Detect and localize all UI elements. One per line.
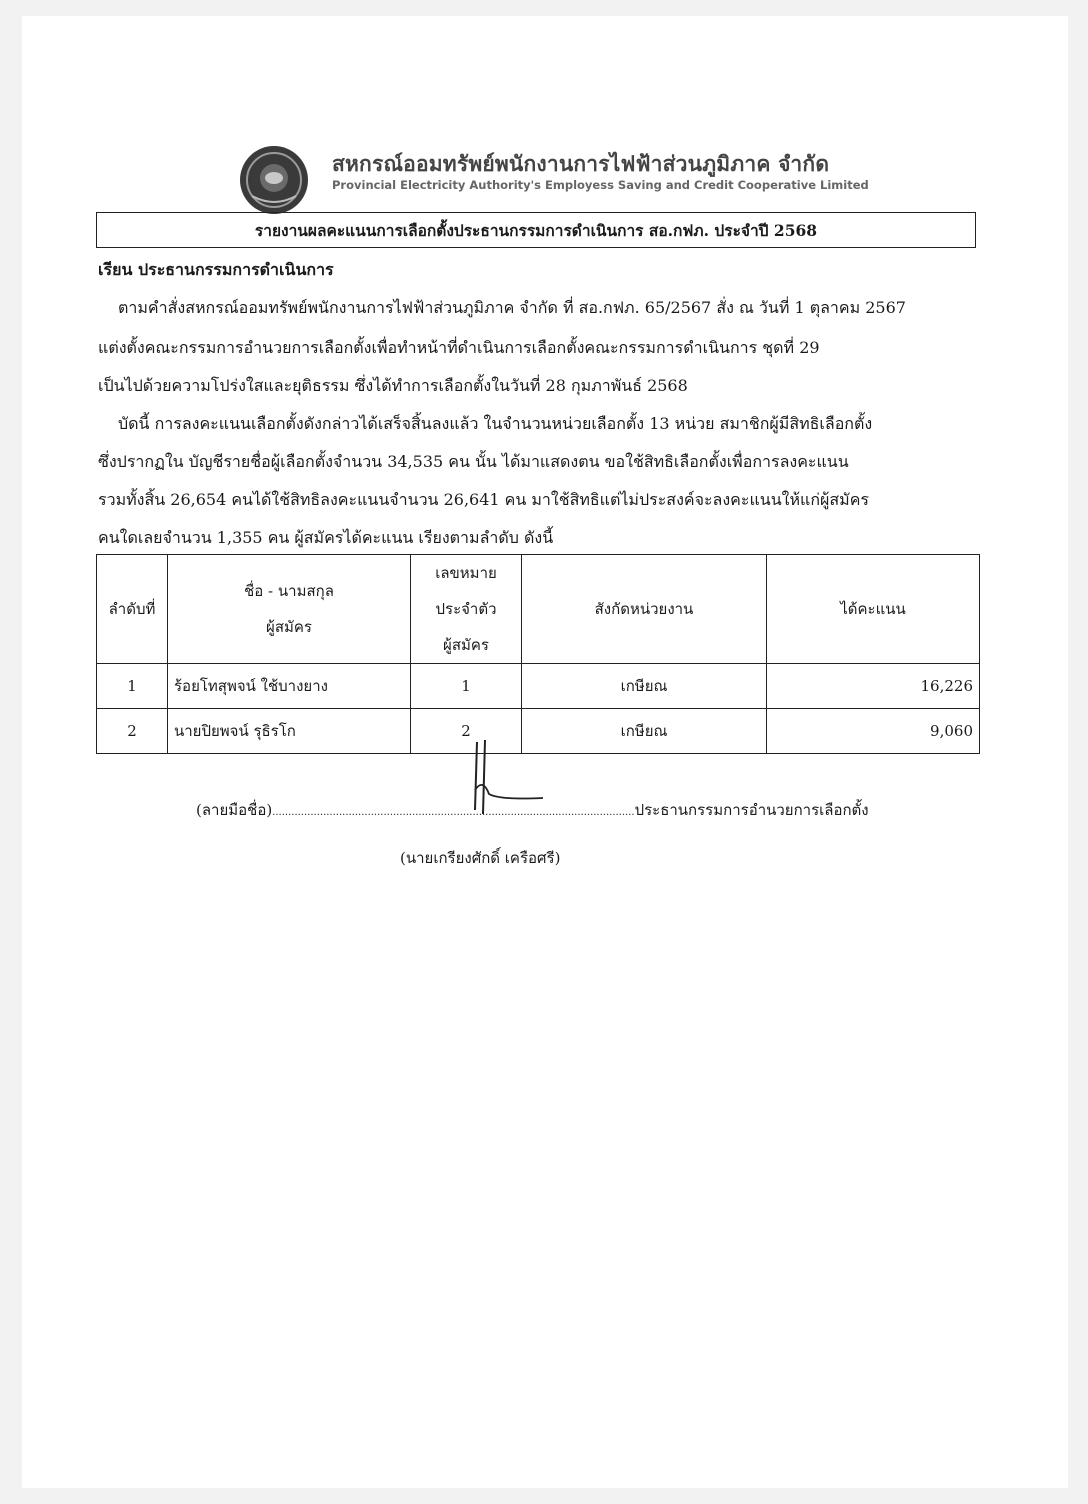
report-title: รายงานผลคะแนนการเลือกตั้งประธานกรรมการดำเนินการ สอ.กฟภ. ประจำปี 2568 (96, 212, 976, 248)
cell-name: ร้อยโทสุพจน์ ใช้บางยาง (168, 664, 411, 709)
table-header-row (97, 555, 980, 664)
header-name: ชื่อ - นามสกุล ผู้สมัคร (168, 555, 411, 664)
paragraph-line: บัดนี้ การลงคะแนนเลือกตั้งดังกล่าวได้เสร็จสิ้นลงแล้ว ในจำนวนหน่วยเลือกตั้ง 13 หน่วย สมาชิกผู้มีสิทธิเลือกตั้ง (118, 414, 873, 433)
election-results-table (96, 554, 980, 754)
paragraph-line: รวมทั้งสิ้น 26,654 คนได้ใช้สิทธิลงคะแนนจำนวน 26,641 คน มาใช้สิทธิแต่ไม่ประสงค์จะลงคะแนนให้แก่ผู้สมัคร (98, 490, 869, 509)
header-candidate-number: เลขหมาย ประจำตัว ผู้สมัคร (411, 555, 522, 664)
cell-unit: เกษียณ (522, 664, 767, 709)
cell-rank: 2 (97, 709, 168, 754)
signature-line (196, 798, 869, 822)
signature-prefix: (ลายมือชื่อ) (196, 801, 273, 819)
salutation: เรียน ประธานกรรมการดำเนินการ (98, 260, 334, 279)
header-score: ได้คะแนน (767, 555, 980, 664)
signature-dots: .................................................................................................................. (272, 807, 635, 818)
organization-name-thai: สหกรณ์ออมทรัพย์พนักงานการไฟฟ้าส่วนภูมิภาค จำกัด (332, 152, 830, 176)
signer-name: (นายเกรียงศักดิ์ เครือศรี) (400, 849, 561, 867)
cell-unit: เกษียณ (522, 709, 767, 754)
paragraph-line: คนใดเลยจำนวน 1,355 คน ผู้สมัครได้คะแนน เรียงตามลำดับ ดังนี้ (98, 528, 554, 547)
cell-number: 2 (411, 709, 522, 754)
cell-rank: 1 (97, 664, 168, 709)
table-row (97, 664, 980, 709)
cell-score: 9,060 (767, 709, 980, 754)
header-rank: ลำดับที่ (97, 555, 168, 664)
cooperative-seal-icon (238, 144, 310, 216)
header-unit: สังกัดหน่วยงาน (522, 555, 767, 664)
cell-name: นายปิยพจน์ รุธิรโก (168, 709, 411, 754)
organization-name-english: Provincial Electricity Authority's Employess Saving and Credit Cooperative Limited (332, 178, 869, 192)
cell-number: 1 (411, 664, 522, 709)
paragraph-line: แต่งตั้งคณะกรรมการอำนวยการเลือกตั้งเพื่อทำหน้าที่ดำเนินการเลือกตั้งคณะกรรมการดำเนินการ ชุดที่ 29 (98, 338, 820, 357)
paragraph-line: ซึ่งปรากฏใน บัญชีรายชื่อผู้เลือกตั้งจำนวน 34,535 คน นั้น ได้มาแสดงตน ขอใช้สิทธิเลือกตั้งเพื่อการลงคะแนน (98, 452, 849, 471)
cell-score: 16,226 (767, 664, 980, 709)
paragraph-line: ตามคำสั่งสหกรณ์ออมทรัพย์พนักงานการไฟฟ้าส่วนภูมิภาค จำกัด ที่ สอ.กฟภ. 65/2567 สั่ง ณ วันที่ 1 ตุลาคม 2567 (118, 298, 906, 317)
signature-role: ประธานกรรมการอำนวยการเลือกตั้ง (634, 801, 869, 819)
paragraph-line: เป็นไปด้วยความโปร่งใสและยุติธรรม ซึ่งได้ทำการเลือกตั้งในวันที่ 28 กุมภาพันธ์ 2568 (98, 376, 688, 395)
